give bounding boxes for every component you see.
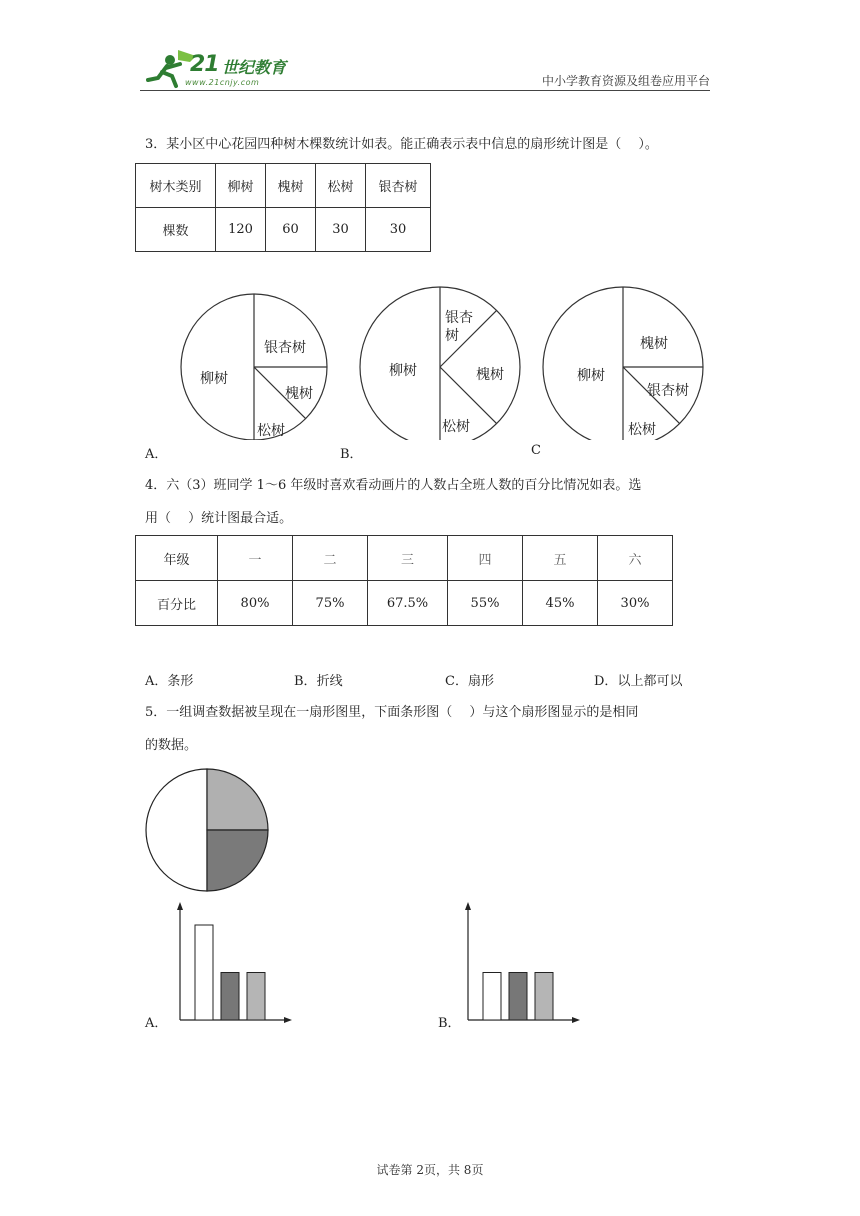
- pie-b-label: 柳树: [389, 363, 417, 379]
- pie-a-label: 柳树: [200, 371, 228, 387]
- pie-c-label: 柳树: [577, 368, 605, 384]
- q4-percent-cell: 45%: [523, 581, 598, 626]
- logo-url: www.21cnjy.com: [185, 78, 260, 87]
- q5-option-b-letter: B．: [438, 1016, 461, 1031]
- q3-value-cell: 120: [216, 208, 266, 252]
- bar-a-1: [195, 925, 213, 1020]
- q3-header-cell: 槐树: [266, 164, 316, 208]
- pie-chart-c: [543, 287, 703, 440]
- q4-row-label: 年级: [136, 536, 218, 581]
- q4-option-a-letter: A．: [145, 674, 168, 689]
- pie-chart-a: [181, 294, 327, 440]
- q4-option-a: [145, 670, 193, 689]
- q4-text-line2: 用（ ）统计图最合适。: [145, 511, 293, 526]
- q4-grade-cell: 六: [598, 536, 673, 581]
- bar-b-1: [483, 973, 501, 1021]
- q4-percent-cell: 80%: [218, 581, 293, 626]
- q3-option-c-letter: C: [531, 443, 541, 458]
- q4-grade-cell: 三: [368, 536, 448, 581]
- q4-percent-cell: 75%: [293, 581, 368, 626]
- q5-pie-chart: [145, 768, 271, 894]
- q4-percent-cell: 67.5%: [368, 581, 448, 626]
- pie-chart-b: [360, 287, 520, 440]
- q5-bar-chart-b: [458, 900, 588, 1030]
- q4-option-d-letter: D．: [594, 674, 618, 689]
- q3-option-a-letter: A．: [145, 447, 168, 462]
- pie-a-label: 银杏树: [264, 340, 306, 356]
- q3-value-cell: 30: [316, 208, 366, 252]
- pie-a-label: 槐树: [285, 386, 313, 402]
- q5-bar-chart-a: [170, 900, 300, 1030]
- q4-option-b-text: 折线: [316, 674, 343, 689]
- q3-value-cell: 60: [266, 208, 316, 252]
- pie-b-label: 银杏: [445, 310, 473, 326]
- page-footer: 试卷第 2页，共 8页: [376, 1163, 484, 1177]
- q4-grade-cell: 四: [448, 536, 523, 581]
- q4-option-c-text: 扇形: [467, 674, 494, 689]
- q4-option-d: [594, 670, 682, 689]
- q3-row-label: 棵数: [136, 208, 216, 252]
- q3-header-cell: 柳树: [216, 164, 266, 208]
- q3-header-cell: 银杏树: [366, 164, 431, 208]
- q3-value-cell: 30: [366, 208, 431, 252]
- logo-number: 21: [190, 52, 219, 77]
- pie-c-label: 松树: [628, 422, 656, 438]
- q4-option-b: [294, 670, 343, 689]
- pie-b-label: 树: [445, 328, 459, 344]
- q5-pie-slice-dark: [207, 830, 268, 891]
- q4-text-line1: 4．六（3）班同学 1～6 年级时喜欢看动画片的人数占全班人数的百分比情况如表。选: [145, 478, 642, 493]
- bar-b-3: [535, 973, 553, 1021]
- q4-option-d-text: 以上都可以: [617, 674, 683, 689]
- platform-name: 中小学教育资源及组卷应用平台: [541, 74, 710, 88]
- q4-table: [135, 535, 673, 626]
- q4-percent-cell: 30%: [598, 581, 673, 626]
- q4-option-b-letter: B．: [294, 674, 317, 689]
- q4-option-c: [445, 670, 494, 689]
- q4-row-label: 百分比: [136, 581, 218, 626]
- pie-c-label: 银杏树: [647, 383, 689, 399]
- pie-b-label: 松树: [442, 419, 470, 435]
- q5-text-line1: 5．一组调查数据被呈现在一扇形图里，下面条形图（ ）与这个扇形图显示的是相同: [145, 705, 639, 720]
- q4-percent-cell: 55%: [448, 581, 523, 626]
- pie-a-label: 松树: [257, 423, 285, 439]
- q3-pie-options: [160, 285, 730, 440]
- q3-header-cell: 松树: [316, 164, 366, 208]
- pie-c-label: 槐树: [640, 336, 668, 352]
- q4-grade-cell: 二: [293, 536, 368, 581]
- q4-option-c-letter: C．: [445, 674, 468, 689]
- q5-pie-slice-light: [207, 769, 268, 830]
- q3-text: 3．某小区中心花园四种树木棵数统计如表。能正确表示表中信息的扇形统计图是（ ）。: [145, 137, 658, 152]
- q3-table: [135, 163, 431, 252]
- bar-a-2: [221, 973, 239, 1021]
- q3-option-b-letter: B．: [340, 447, 363, 462]
- bar-a-3: [247, 973, 265, 1021]
- q5-option-a-letter: A．: [145, 1016, 168, 1031]
- q4-grade-cell: 一: [218, 536, 293, 581]
- q5-pie-slice-white: [146, 769, 207, 891]
- q4-option-a-text: 条形: [167, 674, 194, 689]
- q3-header-cell: 树木类别: [136, 164, 216, 208]
- q5-text-line2: 的数据。: [145, 738, 198, 753]
- bar-b-2: [509, 973, 527, 1021]
- logo-text: 世纪教育: [222, 58, 287, 77]
- header-divider: [140, 90, 710, 91]
- pie-b-label: 槐树: [476, 367, 504, 383]
- q4-grade-cell: 五: [523, 536, 598, 581]
